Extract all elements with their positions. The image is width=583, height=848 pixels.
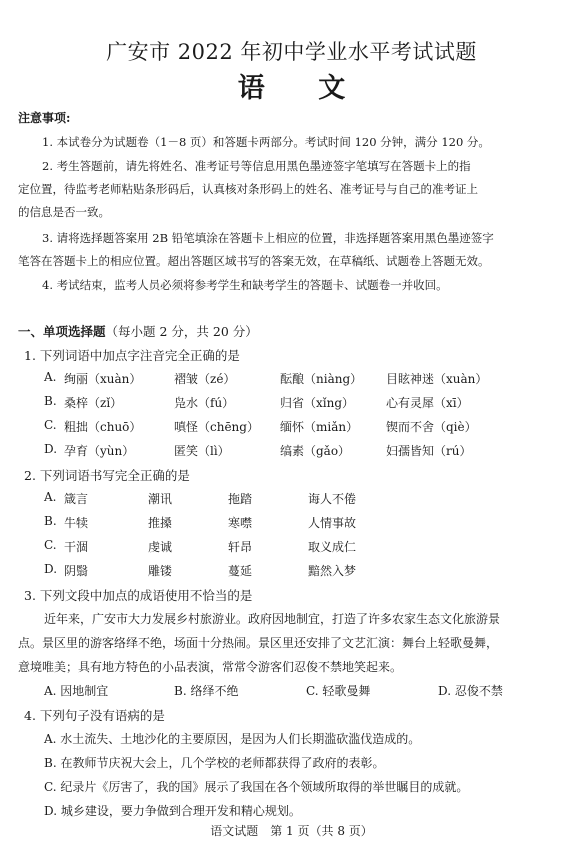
q2-option-row: [44, 514, 564, 532]
question-3-stem: 3. 下列文段中加点的成语使用不恰当的是: [24, 588, 253, 603]
q1-option-row: [44, 442, 564, 460]
exam-title: 广安市 2022 年初中学业水平考试试题: [106, 40, 477, 64]
option-word: 蔓延: [228, 564, 253, 578]
option-word: 嗔怪（chēng）: [174, 420, 259, 434]
option-word: 缟素（gǎo）: [280, 444, 351, 458]
option-word: 心有灵犀（xī）: [386, 396, 469, 410]
q4-option: B. 在教师节庆祝大会上，几个学校的老师都获得了政府的表彰。: [44, 756, 385, 770]
section-score: （每小题 2 分，共 20 分）: [105, 324, 258, 339]
notice-line: 2. 考生答题前，请先将姓名、准考证号等信息用黑色墨迹签字笔填写在答题卡上的指: [42, 159, 471, 173]
question-1-stem: 1. 下列词语中加点字注音完全正确的是: [24, 348, 240, 363]
notice-heading: 注意事项:: [18, 111, 71, 125]
option-word: 拖踏: [228, 492, 253, 506]
option-item: A. 因地制宜: [44, 684, 109, 698]
option-letter: A.: [44, 370, 57, 384]
option-letter: A.: [44, 490, 57, 504]
option-word: 孕育（yùn）: [64, 444, 135, 458]
q4-option: C. 纪录片《厉害了，我的国》展示了我国在各个领域所取得的举世瞩目的成就。: [44, 780, 469, 794]
option-word: 雕镂: [148, 564, 173, 578]
option-word: 推搡: [148, 516, 173, 530]
q1-option-row: [44, 418, 564, 436]
option-word: 诲人不倦: [308, 492, 357, 506]
option-word: 妇孺皆知（rú）: [386, 444, 472, 458]
option-word: 褶皱（zé）: [174, 372, 236, 386]
option-item: D. 忍俊不禁: [438, 684, 503, 698]
option-letter: B.: [44, 394, 57, 408]
q2-option-row: [44, 562, 564, 580]
option-word: 粗拙（chuō）: [64, 420, 142, 434]
notice-line: 3. 请将选择题答案用 2B 铅笔填涂在答题卡上相应的位置，非选择题答案用黑色墨迹签字: [42, 231, 494, 245]
option-letter: C.: [44, 538, 57, 552]
page-footer: 语文试题 第 1 页（共 8 页）: [210, 824, 373, 838]
option-word: 阴翳: [64, 564, 89, 578]
option-word: 酝酿（niàng）: [280, 372, 363, 386]
option-word: 潮讯: [148, 492, 173, 506]
option-word: 人情事故: [308, 516, 357, 530]
option-item: B. 络绎不绝: [174, 684, 239, 698]
option-word: 桑梓（zǐ）: [64, 396, 123, 410]
q2-option-row: [44, 538, 564, 556]
option-word: 目眩神迷（xuàn）: [386, 372, 488, 386]
option-letter: D.: [44, 562, 58, 576]
option-word: 虔诚: [148, 540, 173, 554]
notice-line: 定位置，待监考老师粘贴条形码后，认真核对条形码上的姓名、准考证号与自己的准考证上: [18, 182, 478, 196]
q2-option-row: [44, 490, 564, 508]
option-word: 牛犊: [64, 516, 89, 530]
q1-option-row: [44, 370, 564, 388]
notice-line: 笔答在答题卡上的相应位置。超出答题区域书写的答案无效，在草稿纸、试题卷上答题无效。: [18, 254, 490, 268]
q4-option: A. 水土流失、土地沙化的主要原因，是因为人们长期滥砍滥伐造成的。: [44, 732, 421, 746]
option-word: 凫水（fú）: [174, 396, 235, 410]
q3-passage-line: 意境唯美；具有地方特色的小品表演，常常令游客们忍俊不禁地笑起来。: [18, 660, 403, 674]
section-heading: [18, 322, 258, 340]
option-word: 匿笑（lì）: [174, 444, 230, 458]
option-word: 黯然入梦: [308, 564, 357, 578]
option-word: 锲而不舍（qiè）: [386, 420, 477, 434]
option-letter: C.: [44, 418, 57, 432]
option-item: C. 轻歌曼舞: [306, 684, 371, 698]
option-letter: D.: [44, 442, 58, 456]
option-word: 箴言: [64, 492, 89, 506]
q3-option-row: [44, 682, 564, 700]
option-word: 取义成仁: [308, 540, 357, 554]
option-word: 干涸: [64, 540, 89, 554]
notice-line: 的信息是否一致。: [18, 205, 110, 219]
notice-line: 4. 考试结束，监考人员必须将参考学生和缺考学生的答题卡、试题卷一并收回。: [42, 278, 448, 292]
q3-passage-line: 点。景区里的游客络绎不绝，场面十分热闹。景区里还安排了文艺汇演：舞台上轻歌曼舞，: [18, 636, 499, 650]
question-2-stem: 2. 下列词语书写完全正确的是: [24, 468, 190, 483]
q3-passage-line: 近年来，广安市大力发展乡村旅游业。政府因地制宜，打造了许多农家生态文化旅游景: [44, 612, 501, 626]
option-word: 寒噤: [228, 516, 253, 530]
option-word: 轩昂: [228, 540, 253, 554]
section-title: 一、单项选择题: [18, 324, 106, 339]
option-word: 归省（xǐng）: [280, 396, 355, 410]
option-letter: B.: [44, 514, 57, 528]
subject-title: 语 文: [237, 73, 368, 104]
option-word: 缅怀（miǎn）: [280, 420, 359, 434]
option-word: 绚丽（xuàn）: [64, 372, 142, 386]
question-4-stem: 4. 下列句子没有语病的是: [24, 708, 165, 723]
q4-option: D. 城乡建设，要力争做到合理开发和精心规划。: [44, 804, 301, 818]
notice-line: 1. 本试卷分为试题卷（1－8 页）和答题卡两部分。考试时间 120 分钟，满分 120 分。: [42, 135, 490, 149]
q1-option-row: [44, 394, 564, 412]
